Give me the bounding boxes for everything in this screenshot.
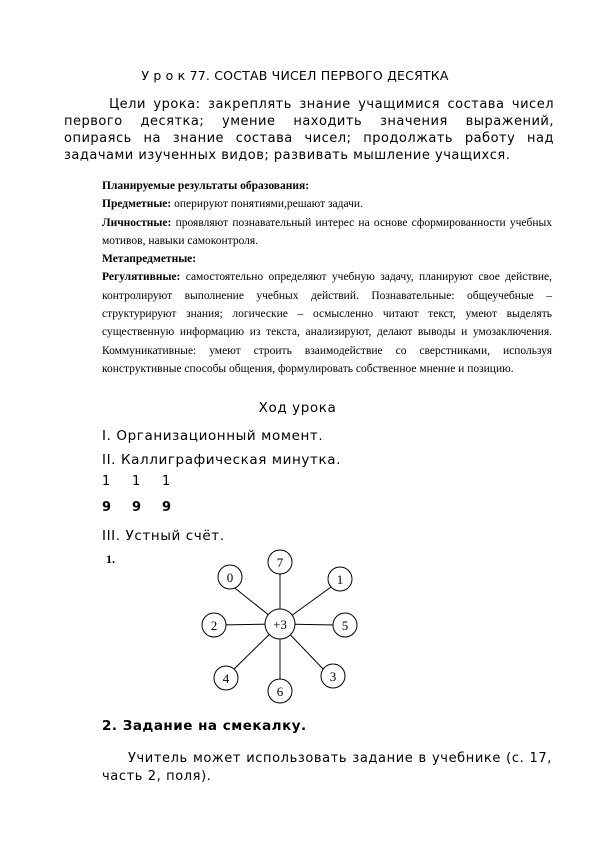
digit: 1 <box>132 474 141 489</box>
exercise-number: 1. <box>106 552 115 566</box>
meta-heading: Метапредметные: <box>102 253 197 266</box>
center-label: +3 <box>273 617 287 632</box>
node-label: 3 <box>329 669 337 684</box>
personal-label: Личностные: <box>102 216 172 229</box>
calligraphy-row-ones <box>102 474 192 489</box>
lesson-goals <box>64 96 554 164</box>
node-label: 0 <box>226 570 234 585</box>
section-mental-count: III. Устный счёт. <box>102 528 225 544</box>
digit: 9 <box>162 500 172 515</box>
subject-label: Предметные: <box>102 198 172 211</box>
node-label: 7 <box>276 555 284 570</box>
results-heading: Планируемые результаты образования: <box>102 180 310 192</box>
node-label: 5 <box>341 618 349 633</box>
digit: 9 <box>132 500 142 515</box>
regulative-label: Регулятивные: <box>102 271 181 284</box>
task-logic-heading: 2. Задание на смекалку. <box>102 718 307 734</box>
node-label: 2 <box>210 618 218 633</box>
lesson-course-heading: Ход урока <box>258 400 337 416</box>
lesson-title: У р о к 77. СОСТАВ ЧИСЕЛ ПЕРВОГО ДЕСЯТКА <box>141 68 449 83</box>
regulative-text: самостоятельно определяют учебную задачу, планируют свое действие, контролируют выполнение учебных действий. Познавательные: общеучебные – структурируют знания; логические – осмысленно читают текст, умеют выделять существенную информацию из текста, анализируют, делают выводы и умозаключения. Коммуникативные: умеют строить взаимодействие со сверстниками, используя конструктивные способы общения, формулировать собственное мнение и позицию. <box>102 271 552 375</box>
goals-text: закреплять знание учащимися состава чисел первого десятка; умение находить значения выражений, опираясь на знание состава чисел; продолжать работу над задачами изученных видов; развивать мышление учащихся. <box>64 97 555 163</box>
digit: 1 <box>102 474 111 489</box>
number-wheel-svg <box>100 545 400 710</box>
subject-text: оперируют понятиями,решают задачи. <box>171 198 363 211</box>
section-calligraphy: II. Каллиграфическая минутка. <box>102 452 341 468</box>
personal-text: проявляют познавательный интерес на основе сформированности учебных мотивов, навыки самоконтроля. <box>102 216 552 247</box>
teacher-note-text: Учитель может использовать задание в учебнике (с. 17, часть 2, поля). <box>102 751 552 784</box>
node-label: 1 <box>336 572 344 587</box>
digit: 1 <box>162 474 171 489</box>
digit: 9 <box>102 500 112 515</box>
node-label: 4 <box>222 671 230 686</box>
goals-label: Цели урока: <box>109 97 201 112</box>
calligraphy-row-nines <box>102 500 192 515</box>
number-wheel-diagram <box>100 545 400 710</box>
section-org-moment: I. Организационный момент. <box>102 428 324 444</box>
planned-results <box>102 177 552 378</box>
node-label: 6 <box>276 684 284 699</box>
teacher-note <box>102 750 552 785</box>
